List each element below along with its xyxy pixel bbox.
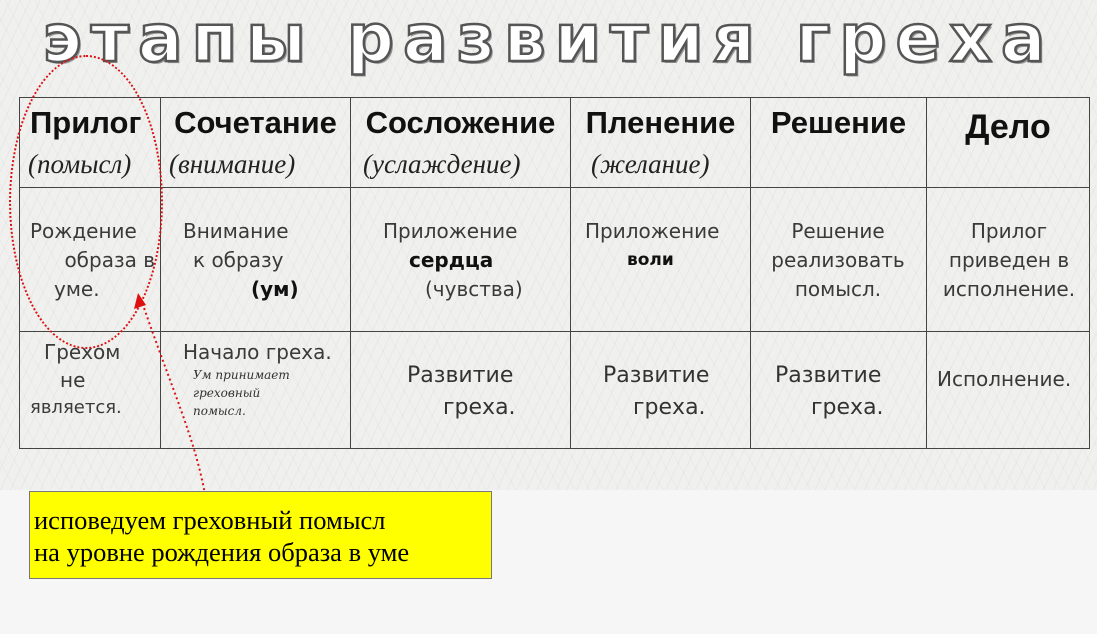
status-line: Развитие [603, 362, 710, 388]
status-script-line: Ум принимает [193, 367, 290, 382]
stage-subtitle: (желание) [591, 149, 710, 179]
callout-line: на уровне рождения образа в уме [34, 537, 410, 567]
desc-line: воли [627, 250, 674, 271]
desc-cell [351, 188, 571, 331]
stages-table [19, 97, 1090, 449]
desc-line: сердца [409, 248, 494, 273]
header-cell-plenenie [571, 98, 751, 188]
header-cell-prilog [20, 98, 161, 188]
desc-line: уме. [54, 277, 100, 302]
status-cell [161, 331, 351, 448]
desc-line: образа в [64, 248, 155, 273]
header-cell-soslozhenie [351, 98, 571, 188]
desc-line: исполнение. [942, 277, 1076, 302]
status-cell [751, 331, 927, 448]
desc-line: к образу [193, 248, 284, 273]
stage-name: Дело [965, 108, 1051, 146]
status-line: Развитие [775, 362, 882, 388]
desc-line: Приложение [383, 219, 518, 244]
status-script-line: греховный [193, 385, 261, 400]
desc-line: Рождение [30, 219, 137, 244]
stage-subtitle: (помысл) [28, 149, 132, 179]
desc-line: помысл. [794, 277, 882, 302]
stage-name: Решение [770, 105, 907, 140]
status-line: Исполнение. [937, 366, 1072, 391]
status-cell [571, 331, 751, 448]
desc-line: Решение [791, 219, 885, 244]
callout-line: исповедуем греховный помысл [34, 505, 386, 535]
status-line: Начало греха. [183, 339, 332, 364]
header-row [20, 98, 1090, 188]
desc-cell [751, 188, 927, 331]
status-line: является. [30, 396, 122, 418]
status-line: Грехом [44, 339, 121, 364]
stage-name: Пленение [585, 105, 736, 140]
desc-cell [161, 188, 351, 331]
stage-name: Прилог [30, 105, 142, 140]
status-cell [351, 331, 571, 448]
stage-subtitle: (внимание) [169, 149, 296, 179]
status-line: Развитие [407, 362, 514, 388]
desc-line: Прилог [970, 219, 1048, 244]
status-line: греха. [443, 394, 516, 420]
desc-line: Приложение [585, 219, 720, 244]
desc-line: реализовать [771, 248, 905, 273]
stage-name: Сосложение [365, 105, 556, 140]
status-line: не [60, 367, 86, 392]
header-cell-delo [927, 98, 1090, 188]
header-cell-sochetanie [161, 98, 351, 188]
status-line: греха. [811, 394, 884, 420]
stage-name: Сочетание [174, 105, 337, 140]
desc-line: (чувства) [425, 277, 523, 302]
stage-subtitle: (услаждение) [363, 149, 521, 179]
header-cell-reshenie [751, 98, 927, 188]
desc-line: приведен в [948, 248, 1070, 273]
desc-cell [927, 188, 1090, 331]
status-script-line: помысл. [193, 403, 246, 418]
slide-title: этапы развития греха [42, 0, 1055, 77]
description-row [20, 188, 1090, 331]
desc-cell [571, 188, 751, 331]
status-cell [927, 331, 1090, 448]
status-row [20, 331, 1090, 448]
desc-line: (ум) [251, 277, 299, 302]
callout-box [29, 491, 492, 579]
desc-line: Внимание [183, 219, 289, 244]
status-cell [20, 331, 161, 448]
desc-cell [20, 188, 161, 331]
status-line: греха. [633, 394, 706, 420]
